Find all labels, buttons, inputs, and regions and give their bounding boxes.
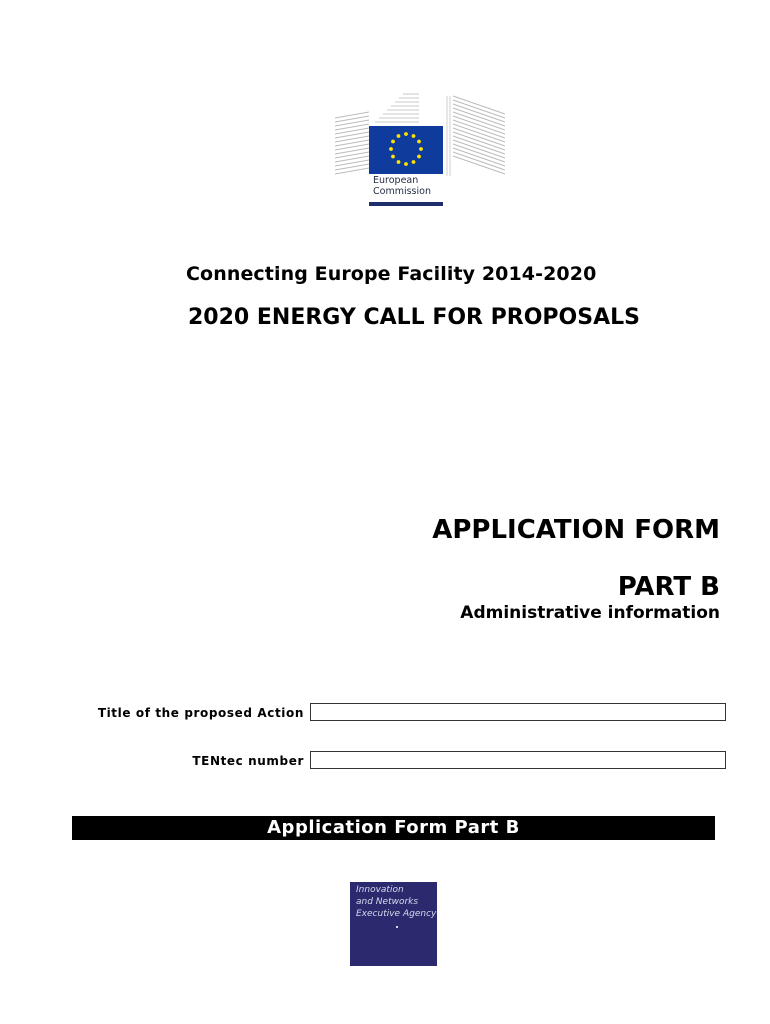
inea-dot [396, 926, 398, 928]
form-part: PART B [617, 572, 720, 602]
part-b-banner: Application Form Part B [72, 816, 715, 840]
european-commission-wordmark [373, 175, 431, 197]
action-title-label: Title of the proposed Action [97, 706, 304, 720]
call-title: 2020 ENERGY CALL FOR PROPOSALS [188, 305, 640, 330]
section-subtitle: Administrative information [460, 603, 720, 623]
wordmark-line-2: Commission [373, 186, 431, 197]
tentec-number-input[interactable] [310, 751, 726, 769]
wordmark-line-1: European [373, 175, 419, 186]
form-title: APPLICATION FORM [432, 515, 720, 545]
inea-line-1: Innovation [356, 885, 404, 895]
logo-underline [369, 202, 443, 206]
inea-logo-text [356, 884, 436, 920]
inea-logo [350, 882, 437, 966]
action-title-input[interactable] [310, 703, 726, 721]
programme-subtitle: Connecting Europe Facility 2014-2020 [186, 263, 597, 285]
inea-line-2: and Networks [356, 897, 419, 907]
inea-line-3: Executive Agency [356, 909, 437, 919]
tentec-number-label: TENtec number [192, 754, 304, 768]
